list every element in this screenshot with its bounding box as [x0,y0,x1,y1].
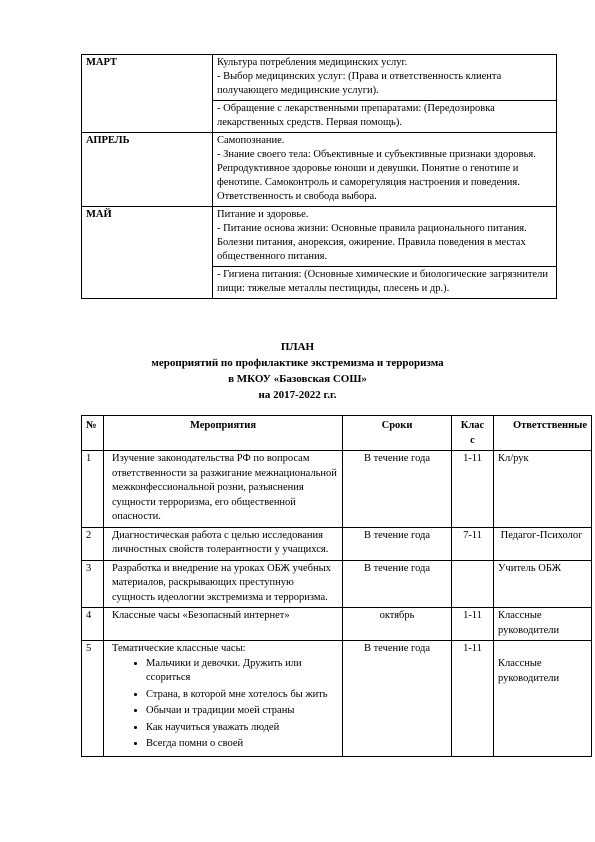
header-num: № [82,416,104,451]
row-term: В течение года [343,560,452,608]
row-event: Разработка и внедрение на уроках ОБЖ учебных материалов, раскрывающих преступную сущность идеологии экстремизма и терроризма. [104,560,343,608]
header-class-line: Клас [460,420,485,431]
topic-cell [213,101,557,133]
topic-cell [213,207,557,267]
row-responsible [494,641,592,757]
plan-title-line: ПЛАН [280,341,315,353]
list-item: • Обычаи и традиции моей страны [146,704,338,719]
plan-title [0,339,595,403]
row-term: В течение года [343,451,452,528]
topic-line: Самопознание. [217,135,285,146]
list-item: • Всегда помни о своей [146,737,338,752]
table-row [82,527,592,560]
topic-list [112,657,338,752]
header-class [452,416,494,451]
topic-cell [213,133,557,207]
header-class-line: с [470,434,475,446]
row-num: 4 [82,608,104,641]
topic-cell [213,267,557,299]
table-row [82,641,592,757]
header-term: Сроки [343,416,452,451]
monthly-topics-table [81,54,557,299]
header-responsible: Ответственные [494,416,592,451]
row-responsible: Классные руководители [494,608,592,641]
plan-table [81,415,592,757]
topic-line: - Обращение с лекарственными препаратами: (Передозировка лекарственных средств. Первая помощь). [217,103,495,128]
row-classes: 1-11 [452,641,494,757]
row-classes [452,560,494,608]
list-item: • Страна, в которой мне хотелось бы жить [146,688,338,703]
row-event-heading: Тематические классные часы: [112,643,246,654]
table-header-row [82,416,592,451]
topic-line: Культура потребления медицинских услуг. [217,57,408,68]
plan-subtitle-line: мероприятий по профилактике экстремизма и терроризма [151,357,444,369]
row-classes: 7-11 [452,527,494,560]
row-responsible: Педагог-Психолог [494,527,592,560]
row-event: Изучение законодательства РФ по вопросам ответственности за разжигание межнациональной межконфессиональной розни, разъяснения сущности терроризма, его общественной опасности. [104,451,343,528]
row-event: Диагностическая работа с целью исследования личностных свойств толерантности у учащихся. [104,527,343,560]
row-term: В течение года [343,641,452,757]
month-label: АПРЕЛЬ [82,133,213,207]
row-num: 3 [82,560,104,608]
row-responsible-text: Классные руководители [498,658,560,684]
list-item: • Мальчики и девочки. Дружить или ссориться [146,657,338,686]
table-row [82,608,592,641]
topic-line: - Выбор медицинских услуг: (Права и ответственность клиента получающего медицинские услуги). [217,71,502,96]
table-row [82,560,592,608]
row-num: 1 [82,451,104,528]
topic-line: - Питание основа жизни: Основные правила рационального питания. Болезни питания, анорексия, ожирение. Правила поведения в местах общественного питания. [217,223,527,262]
row-num: 2 [82,527,104,560]
row-responsible: Кл/рук [494,451,592,528]
row-event: Классные часы «Безопасный интернет» [104,608,343,641]
topic-line: - Знание своего тела: Объективные и субъективные признаки здоровья. Репродуктивное здоровье юноши и девушки. Понятие о генотипе и фенотипе. Самоконтроль и саморегуляция настроения и поведения. Ответственность и свобода выбора. [217,149,536,202]
topic-line: Питание и здоровье. [217,209,309,220]
table-row [82,207,557,267]
list-item: • Как научиться уважать людей [146,721,338,736]
table-row [82,133,557,207]
topic-cell [213,55,557,101]
row-event [104,641,343,757]
row-num: 5 [82,641,104,757]
topic-line: - Гигиена питания: (Основные химические и биологические загрязнители пищи: тяжелые металлы пестициды, плесень и др.). [217,269,548,294]
row-term: В течение года [343,527,452,560]
header-event: Мероприятия [104,416,343,451]
row-classes: 1-11 [452,608,494,641]
table-row [82,451,592,528]
table-row [82,55,557,101]
month-label: МАЙ [82,207,213,299]
month-label: МАРТ [82,55,213,133]
plan-school-line: в МКОУ «Базовская СОШ» [228,373,367,385]
row-classes: 1-11 [452,451,494,528]
row-responsible: Учитель ОБЖ [494,560,592,608]
plan-period-line: на 2017-2022 г.г. [258,389,337,401]
row-term: октябрь [343,608,452,641]
